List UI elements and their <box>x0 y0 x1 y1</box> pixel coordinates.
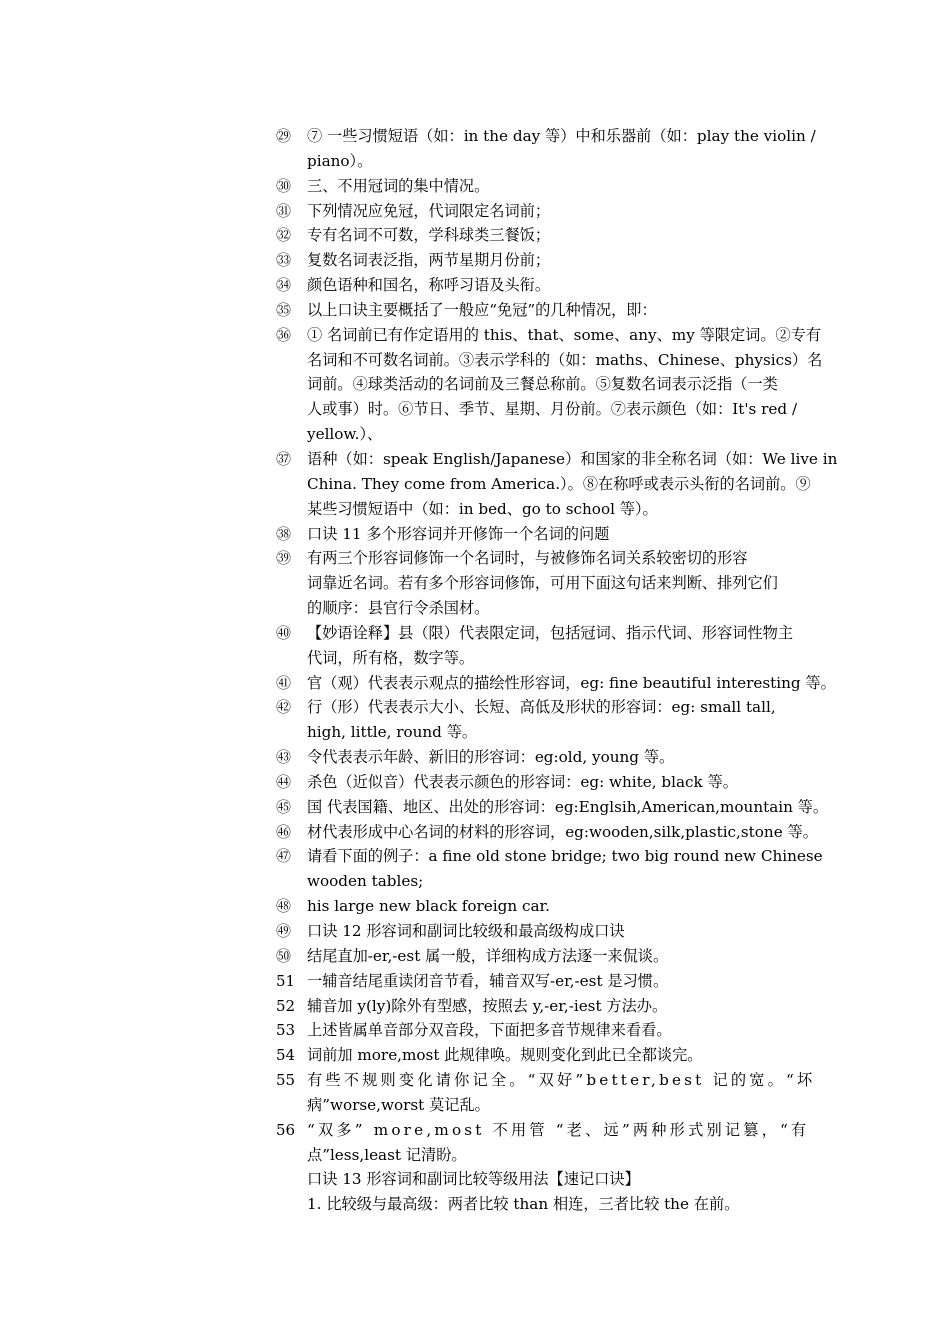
line-text: 的顺序：县官行令杀国材。 <box>307 599 490 618</box>
line-text: 杀色（近似音）代表表示颜色的形容词：eg: white, black 等。 <box>307 772 738 791</box>
line-number: ㉛ <box>276 201 292 220</box>
line-number: ㊽ <box>276 897 292 916</box>
text-line <box>0 720 950 745</box>
line-number: ㊷ <box>276 698 292 717</box>
text-line <box>0 894 950 919</box>
line-text: his large new black foreign car. <box>307 897 550 916</box>
text-line <box>0 1167 950 1192</box>
text-line <box>0 223 950 248</box>
line-number: ㊿ <box>276 946 292 965</box>
text-line <box>0 770 950 795</box>
line-text: 有两三个形容词修饰一个名词时，与被修饰名词关系较密切的形容 <box>307 549 748 568</box>
text-line <box>0 273 950 298</box>
text-line <box>0 844 950 869</box>
line-text: 辅音加 y(ly)除外有型感，按照去 y,-er,-iest 方法办。 <box>307 996 668 1015</box>
text-line <box>0 869 950 894</box>
line-text: 词前。④球类活动的名词前及三餐总称前。⑤复数名词表示泛指（一类 <box>307 375 778 394</box>
line-text: 点”less,least 记清盼。 <box>307 1145 467 1164</box>
text-line <box>0 1143 950 1168</box>
line-number: ㊴ <box>276 549 292 568</box>
line-text: piano）。 <box>307 151 373 170</box>
document-page <box>0 124 950 1217</box>
line-text: 令代表表示年龄、新旧的形容词：eg:old, young 等。 <box>307 748 675 767</box>
text-line <box>0 596 950 621</box>
text-line <box>0 1018 950 1043</box>
text-line <box>0 1093 950 1118</box>
text-line <box>0 1192 950 1217</box>
text-line <box>0 372 950 397</box>
line-number: ㉙ <box>276 127 292 145</box>
line-text: 【妙语诠释】县（限）代表限定词，包括冠词、指示代词、形容词性物主 <box>307 623 793 642</box>
line-text: 复数名词表泛指，两节星期月份前； <box>307 251 550 270</box>
line-text: 词靠近名词。若有多个形容词修饰，可用下面这句话来判断、排列它们 <box>307 574 778 593</box>
line-number: ㉝ <box>276 251 292 270</box>
text-line <box>0 397 950 422</box>
text-line <box>0 149 950 174</box>
line-number: 55 <box>276 1071 296 1090</box>
line-number: 54 <box>276 1046 296 1065</box>
text-line <box>0 472 950 497</box>
line-text: 1. 比较级与最高级：两者比较 than 相连，三者比较 the 在前。 <box>307 1195 740 1214</box>
line-text: 以上口诀主要概括了一般应“免冠”的几种情况，即： <box>307 300 657 319</box>
line-number: ㉜ <box>276 226 292 245</box>
line-text: 结尾直加-er,-est 属一般，详细构成方法逐一来侃谈。 <box>307 946 669 965</box>
line-text: 词前加 more,most 此规律唤。规则变化到此已全都谈完。 <box>307 1046 703 1065</box>
line-number: ㊱ <box>276 325 292 344</box>
line-text: China. They come from America.）。⑧在称呼或表示头衔的名词前。⑨ <box>307 474 811 493</box>
line-text: 口诀 11 多个形容词并开修饰一个名词的问题 <box>307 524 610 543</box>
line-text: yellow.）、 <box>307 425 383 444</box>
line-text: 语种（如：speak English/Japanese）和国家的非全称名词（如：We live in <box>307 449 838 468</box>
line-text: ⑦ 一些习惯短语（如：in the day 等）中和乐器前（如：play the violin / <box>307 127 816 145</box>
text-line <box>0 174 950 199</box>
text-line <box>0 447 950 472</box>
line-number: 52 <box>276 996 296 1015</box>
line-text: 一辅音结尾重读闭音节看，辅音双写-er,-est 是习惯。 <box>307 971 669 990</box>
text-line <box>0 348 950 373</box>
text-line <box>0 298 950 323</box>
text-line <box>0 248 950 273</box>
line-text: 材代表形成中心名词的材料的形容词，eg:wooden,silk,plastic,stone 等。 <box>307 822 818 841</box>
text-line <box>0 1118 950 1143</box>
text-line <box>0 546 950 571</box>
line-text: 病”worse,worst 莫记乱。 <box>307 1095 490 1114</box>
line-text: 颜色语种和国名，称呼习语及头衔。 <box>307 276 550 295</box>
line-text: 上述皆属单音部分双音段，下面把多音节规律来看看。 <box>307 1021 672 1040</box>
text-line <box>0 745 950 770</box>
text-line <box>0 323 950 348</box>
line-number: ㊲ <box>276 449 292 468</box>
text-line <box>0 671 950 696</box>
text-line <box>0 820 950 845</box>
line-text: 专有名词不可数，学科球类三餐饭； <box>307 226 550 245</box>
text-line <box>0 1043 950 1068</box>
text-line <box>0 919 950 944</box>
line-number: ㊳ <box>276 524 292 543</box>
line-text: 口诀 12 形容词和副词比较级和最高级构成口诀 <box>307 922 625 940</box>
text-line <box>0 994 950 1019</box>
line-text: wooden tables; <box>307 872 424 891</box>
line-text: 请看下面的例子：a fine old stone bridge; two big round new Chinese <box>307 847 823 866</box>
text-line <box>0 646 950 671</box>
text-line <box>0 522 950 547</box>
text-line <box>0 944 950 969</box>
line-text: 口诀 13 形容词和副词比较等级用法【速记口诀】 <box>307 1170 640 1189</box>
line-text: 代词，所有格，数字等。 <box>307 648 475 667</box>
line-text: 行（形）代表表示大小、长短、高低及形状的形容词：eg: small tall, <box>307 698 776 717</box>
line-text: 有些不规则变化请你记全。“双好”better,best 记的宽。“坏 <box>307 1071 816 1090</box>
line-text: “双多” more,most 不用管 “老、远”两种形式别记篡，“有 <box>307 1120 810 1139</box>
line-number: 51 <box>276 971 296 990</box>
line-number: ㉚ <box>276 176 292 195</box>
line-number: ㊹ <box>276 772 292 791</box>
line-text: 下列情况应免冠，代词限定名词前； <box>307 201 550 220</box>
line-number: ㊶ <box>276 673 292 692</box>
line-text: 国 代表国籍、地区、出处的形容词：eg:Englsih,American,mountain 等。 <box>307 797 829 816</box>
line-number: ㊺ <box>276 797 292 816</box>
line-number: ㊸ <box>276 748 292 767</box>
line-number: ㉞ <box>276 276 292 295</box>
line-text: 三、不用冠词的集中情况。 <box>307 176 490 195</box>
line-text: 人或事）时。⑥节日、季节、星期、月份前。⑦表示颜色（如：It's red / <box>307 400 798 419</box>
text-line <box>0 795 950 820</box>
line-text: ① 名词前已有作定语用的 this、that、some、any、my 等限定词。②专有 <box>307 325 822 344</box>
line-number: ㊼ <box>276 847 292 866</box>
text-line <box>0 571 950 596</box>
line-number: 53 <box>276 1021 296 1040</box>
line-number: ㉟ <box>276 300 292 319</box>
line-number: 56 <box>276 1120 296 1139</box>
line-number: ㊾ <box>276 922 292 940</box>
line-text: 名词和不可数名词前。③表示学科的（如：maths、Chinese、physics）名 <box>307 350 823 369</box>
text-line <box>0 969 950 994</box>
line-number: ㊻ <box>276 822 292 841</box>
line-text: 某些习惯短语中（如：in bed、go to school 等）。 <box>307 499 658 518</box>
text-line <box>0 497 950 522</box>
line-text: 官（观）代表表示观点的描绘性形容词，eg: fine beautiful interesting 等。 <box>307 673 836 692</box>
text-line <box>0 422 950 447</box>
text-line <box>0 1068 950 1093</box>
line-number: ㊵ <box>276 623 292 642</box>
text-line <box>0 124 950 149</box>
text-line <box>0 695 950 720</box>
text-line <box>0 199 950 224</box>
line-text: high, little, round 等。 <box>307 723 478 742</box>
text-line <box>0 621 950 646</box>
